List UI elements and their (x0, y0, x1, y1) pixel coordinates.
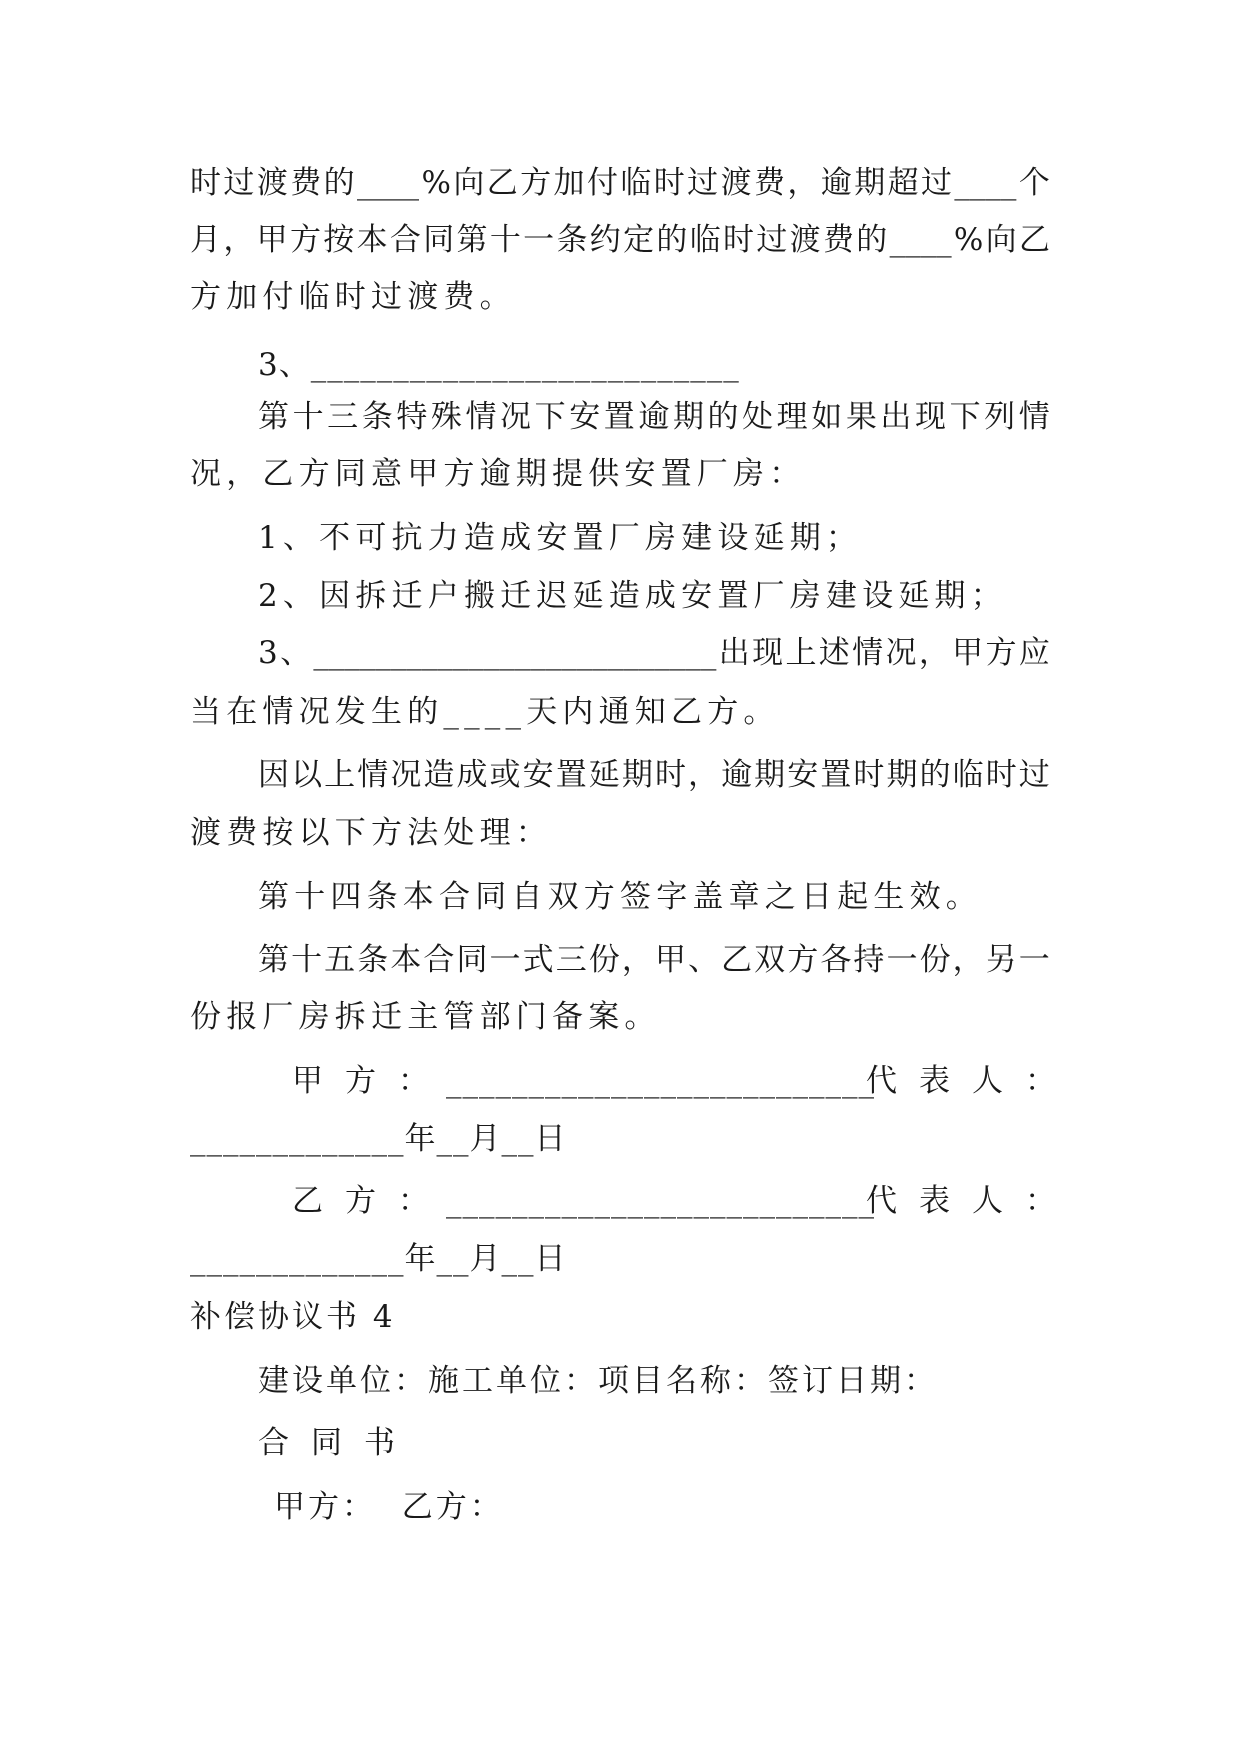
text-line-3: 方加付临时过渡费。 (190, 279, 516, 315)
party-b-date: _____________年__月__日 (190, 1241, 567, 1277)
text-line-11: 因 以 上 情 况 造 成 或 安 置 延 期 时 ， 逾 期 安 置 时 期 的 临 时 过 (258, 757, 1050, 793)
article-13-heading: 第 十 三 条 特 殊 情 况 下 安 置 逾 期 的 处 理 如 果 出 现 下 列 情 (258, 399, 1050, 435)
party-a-rep-label: 代表人： (866, 1063, 1078, 1099)
list-item-3: 3 、 __________________________ 出 现 上 述 情 况 ， 甲 方 应 (258, 635, 1050, 671)
contract-title: 合同书 (258, 1425, 417, 1461)
party-a-date: _____________年__月__日 (190, 1121, 567, 1157)
text-line-10: 当在情况发生的____天内通知乙方。 (190, 694, 780, 730)
list-item-1: 1、不可抗力造成安置厂房建设延期； (258, 520, 863, 556)
party-b-blank: __________________________ (446, 1183, 875, 1219)
article-15: 第 十 五 条 本 合 同 一 式 三 份 ， 甲 、 乙 双 方 各 持 一 份 ， 另 一 (258, 942, 1050, 978)
text-line-6: 况，乙方同意甲方逾期提供安置厂房： (190, 456, 806, 492)
text-line-15: 份报厂房拆迁主管部门备案。 (190, 999, 661, 1035)
header-fields: 建设单位：施工单位：项目名称：签订日期： (258, 1363, 938, 1399)
list-item-2: 2、因拆迁户搬迁迟延造成安置厂房建设延期； (258, 578, 1007, 614)
section-title: 补偿协议书 4 (190, 1299, 396, 1335)
text-line-1: 时 过 渡 费 的 ____ % 向 乙 方 加 付 临 时 过 渡 费 ， 逾 期 超 过 ____ 个 (190, 165, 1050, 201)
party-a-blank: __________________________ (446, 1063, 875, 1099)
blank-item-3: 3、__________________________ (258, 347, 740, 383)
article-14: 第十四条本合同自双方签字盖章之日起生效。 (258, 879, 982, 915)
party-a-label: 甲方： (292, 1063, 451, 1099)
text-line-2: 月 ， 甲 方 按 本 合 同 第 十 一 条 约 定 的 临 时 过 渡 费 的 ____ % 向 乙 (190, 222, 1050, 258)
party-b-rep-label: 代表人： (866, 1183, 1078, 1219)
parties-line: 甲方： 乙方： (274, 1489, 504, 1525)
text-line-12: 渡费按以下方法处理： (190, 815, 552, 851)
party-b-label: 乙方： (292, 1183, 451, 1219)
